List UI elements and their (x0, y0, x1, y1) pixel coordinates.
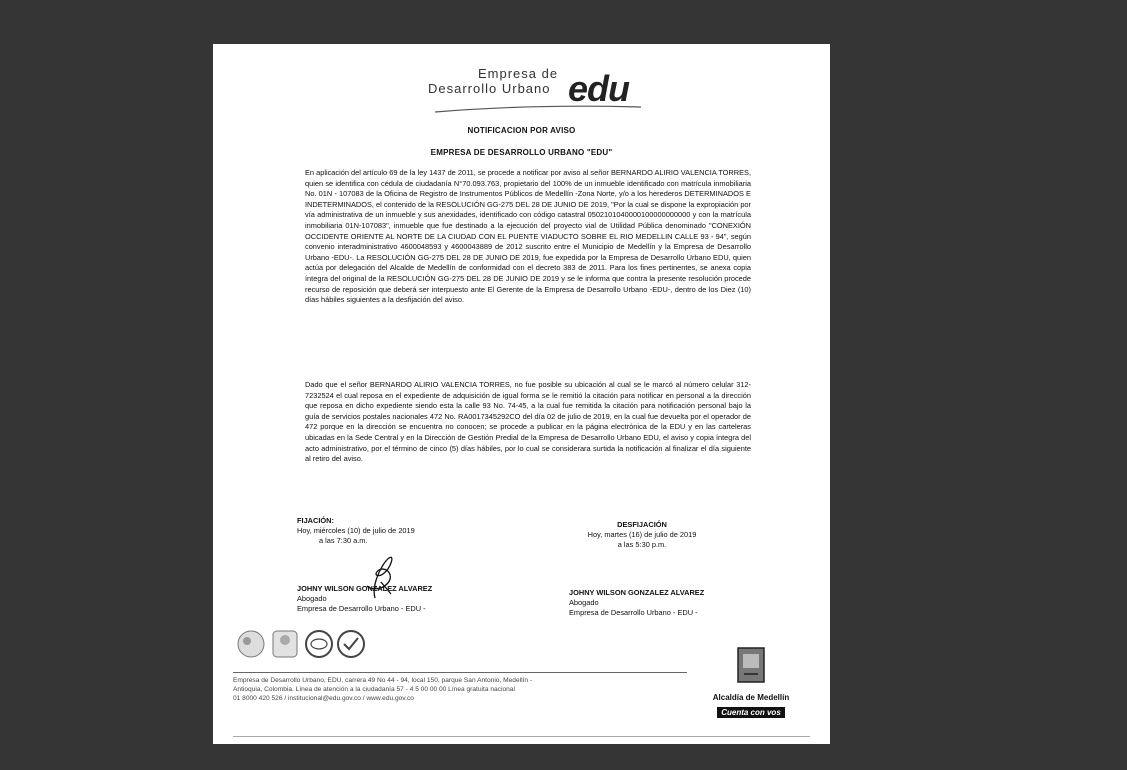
alcaldia-tagline: Cuenta con vos (717, 707, 785, 718)
alcaldia-logo (699, 646, 803, 720)
fijacion-title: FIJACIÓN: (297, 516, 334, 525)
certification-seals-icon (235, 628, 375, 662)
logo-line1: Empresa de (478, 66, 559, 81)
footer-line2: Antioquia, Colombia. Línea de atención a la ciudadanía 57 - 4 5 00 00 00 Línea gratuita nacional (233, 686, 515, 693)
signer-left-name: JOHNY WILSON GONZALEZ ALVAREZ (297, 584, 433, 593)
document-page (213, 44, 830, 744)
alcaldia-name: Alcaldía de Medellín (712, 693, 790, 702)
bottom-divider (233, 736, 810, 737)
document-title: NOTIFICACION POR AVISO (467, 126, 576, 135)
desfijacion-time: a las 5:30 p.m. (617, 540, 667, 549)
signer-left-role: Abogado (297, 594, 327, 603)
signer-left-block (297, 584, 432, 614)
logo-line2: Desarrollo Urbano (428, 81, 551, 96)
edu-logo (428, 64, 648, 114)
fijacion-date: Hoy, miércoles (10) de julio de 2019 (297, 526, 415, 535)
signer-right-org: Empresa de Desarrollo Urbano - EDU - (569, 608, 698, 617)
desfijacion-title: DESFIJACIÓN (617, 520, 667, 529)
signer-right-role: Abogado (569, 598, 599, 607)
footer-divider (233, 672, 687, 673)
signer-right-block (569, 588, 704, 618)
footer-line1: Empresa de Desarrollo Urbano, EDU, carrera 49 No 44 - 94, local 150, parque San Antonio, Medellín - (233, 677, 533, 684)
signer-left-org: Empresa de Desarrollo Urbano - EDU - (297, 604, 426, 613)
fijacion-time: a las 7:30 a.m. (319, 536, 368, 545)
fijacion-block (297, 516, 415, 546)
footer-text (233, 676, 693, 703)
medellin-shield-icon (736, 646, 766, 686)
document-subtitle: EMPRESA DE DESARROLLO URBANO "EDU" (430, 148, 613, 157)
logo-brand: edu (568, 68, 630, 109)
logo-swoosh-icon (433, 104, 643, 114)
notice-paragraph-2: Dado que el señor BERNARDO ALIRIO VALENCIA TORRES, no fue posible su ubicación al cual se le marcó al número celular 312-7232524 el cual reposa en el expediente de adquisición de igual forma se le remitió la citación para notificar en personal a la dirección que reposa en dicho expediente siendo esta la calle 93 No. 74-45, a la cual fue remitida la citación para notificación personal bajo la guía de servicios postales nacionales 472 No. RA0017345292CO del día 02 de julio de 2019, en la cual fue devuelta por el operador de 472 porque en la dirección se encuentra no conocen; se procede a publicar en la página electrónica de la EDU y en las carteleras ubicadas en la Sede Central y en la Dirección de Gestión Predial de la Empresa de Desarrollo Urbano EDU, el aviso y copia íntegra del acto administrativo, por el término de cinco (5) días hábiles, por lo cual se considerara surtida la notificación al finalizar el día siguiente al retiro del aviso. (305, 380, 751, 464)
signer-right-name: JOHNY WILSON GONZALEZ ALVAREZ (569, 588, 705, 597)
desfijacion-date: Hoy, martes (16) de julio de 2019 (587, 530, 697, 539)
desfijacion-block (567, 520, 717, 550)
footer-line3: 01 8000 420 526 / institucional@edu.gov.co / www.edu.gov.co (233, 695, 414, 702)
notice-paragraph-1: En aplicación del artículo 69 de la ley 1437 de 2011, se procede a notificar por aviso al señor BERNARDO ALIRIO VALENCIA TORRES, quien se identifica con cédula de ciudadanía N°70.093.763, propietario del 100% de un inmueble identificado con matrícula inmobiliaria No. 01N - 107083 de la Oficina de Registro de Instrumentos Públicos de Medellín -Zona Norte, y/o a los herederos DETERMINADOS E INDETERMINADOS, el contenido de la RESOLUCIÓN GG-275 DEL 28 DE JUNIO DE 2019, "Por la cual se dispone la expropiación por vía administrativa de un inmueble y sus anexidades, identificado con código catastral 0502101040000100000000000 y con la matrícula inmobiliaria 01N-107083", inmueble que fue destinado a la ejecución del proyecto vial de Utilidad Pública denominado "CONEXIÓN OCCIDENTE ORIENTE AL NORTE DE LA CIUDAD CON EL PUENTE VIADUCTO SOBRE EL RIO MEDELLIN CALLE 93 - 94", según convenio interadministrativo 4600048593 y 4600043889 de 2012 suscrito entre el Municipio de Medellín y la Empresa de Desarrollo Urbano -EDU-. La RESOLUCIÓN GG-275 DEL 28 DE JUNIO DE 2019, fue expedida por la Empresa de Desarrollo Urbano EDU, quien actúa por delegación del Alcalde de Medellín de conformidad con el decreto 383 de 2011. Para los fines pertinentes, se anexa copia íntegra del original de la RESOLUCIÓN GG-275 DEL 28 DE JUNIO DE 2019 y se le informa que contra la presente resolución procede recurso de reposición que deberá ser interpuesto ante El Gerente de la Empresa de Desarrollo Urbano -EDU-, dentro de los Diez (10) días hábiles siguientes a la desfijación del aviso. (305, 168, 751, 305)
